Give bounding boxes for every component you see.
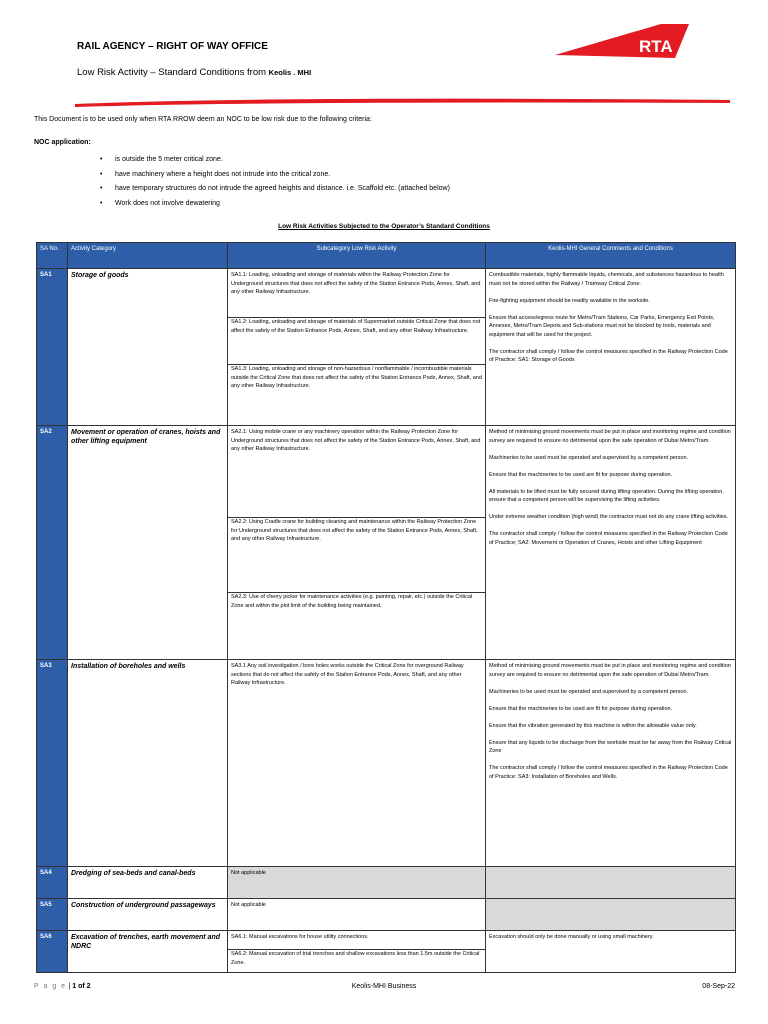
subcategory-item: SA1.2: Loading, unloading and storage of materials of Supermarket outside Critical Zone that does not affect the safety of the Station Entrance Pods, Annex, Shaft, and any other Railway Infrastructure. <box>228 318 485 365</box>
criteria-text: is outside the 5 meter critical zone. <box>115 156 223 163</box>
rta-logo <box>555 22 690 62</box>
subcategory-cell <box>228 269 486 426</box>
table-row <box>37 931 736 973</box>
comments-cell <box>486 660 736 867</box>
sa-number: SA5 <box>37 899 68 931</box>
subcategory-item: SA1.3: Loading, unloading and storage of non-hazardous / nonflammable / incombustible materials outside the Critical Zone that does not affect the safety of the Station Entrance Pods, Annex, Shaft, and any other Railway Infrastructure. <box>231 366 482 389</box>
criteria-item <box>100 154 450 169</box>
subcategory-item: SA1.1: Loading, unloading and storage of materials within the Railway Protection Zone for Underground structures that does not affect the safety of the Station Entrance Pods, Annex, Shaft, and any other Railway Infrastructure. <box>228 271 485 318</box>
comment-paragraph: Under extreme weather condition (high wind) the contractor must not do any crane lifting activities. <box>489 514 729 520</box>
subcategory-cell <box>228 899 486 931</box>
org-title: RAIL AGENCY – RIGHT OF WAY OFFICE <box>77 41 268 52</box>
subcategory-cell <box>228 660 486 867</box>
sa-number: SA3 <box>37 660 68 867</box>
comment-paragraph: Excavation should only be done manually or using small machinery. <box>489 934 654 940</box>
footer-page-separator: | <box>68 983 71 990</box>
table-row <box>37 269 736 426</box>
sa-number: SA6 <box>37 931 68 973</box>
activity-category: Installation of boreholes and wells <box>68 660 228 867</box>
criteria-item <box>100 183 450 198</box>
subcategory-cell <box>228 931 486 973</box>
table-body <box>37 269 736 973</box>
comment-paragraph: Method of minimising ground movements must be put in place and monitoring regime and condition survey are required to ensure no detrimental upon the safe operation of Dubai Metro/Tram. <box>489 429 731 444</box>
bullet-icon: • <box>100 170 103 178</box>
comment-paragraph: The contractor shall comply / follow the control measures specified in the Railway Protection Code of Practice: SA1: Storage of Goods <box>489 348 728 363</box>
subcategory-item: SA2.3: Use of cherry picker for maintenance activities (e.g. painting, repair, etc.) outside the Critical Zone and within the plot limit of the building being maintained. <box>231 594 473 609</box>
footer-page-label: P a g e <box>34 983 67 990</box>
subcategory-cell <box>228 426 486 660</box>
table-row <box>37 899 736 931</box>
sa-number: SA1 <box>37 269 68 426</box>
comment-paragraph: Machineries to be used must be operated and supervised by a competent person. <box>489 454 689 461</box>
comments-cell <box>486 867 736 899</box>
header-swoosh-divider <box>75 92 730 108</box>
criteria-item <box>100 198 450 213</box>
criteria-list <box>100 154 450 212</box>
comment-paragraph: Method of minimising ground movements must be put in place and monitoring regime and condition survey are required to ensure no detrimental upon the safe operation of Dubai Metro/Tram. <box>489 663 731 678</box>
comment-paragraph: Fire-fighting equipment should be readily available in the worksite. <box>489 297 650 304</box>
subtitle-text: Low Risk Activity – Standard Conditions from <box>77 67 267 78</box>
criteria-text: have machinery where a height does not intrude into the critical zone. <box>115 170 331 178</box>
table-caption: Low Risk Activities Subjected to the Operator’s Standard Conditions <box>278 223 490 230</box>
subcategory-item: SA2.1: Using mobile crane or any machinery operation within the Railway Protection Zone for Underground structures that does not affect the safety of the Station Entrance Pods, Annex, Shaft, and any other Railway Infrastructure. <box>228 428 485 518</box>
table-row <box>37 867 736 899</box>
header-sa-no: SA No. <box>37 243 68 269</box>
criteria-text: Work does not involve dewatering <box>115 199 220 207</box>
bullet-icon: • <box>100 185 103 192</box>
comments-cell <box>486 899 736 931</box>
activity-category: Excavation of trenches, earth movement and NDRC <box>68 931 228 973</box>
bullet-icon: • <box>100 199 103 207</box>
table-row <box>37 660 736 867</box>
comment-paragraph: Combustible materials, highly flammable liquids, chemicals, and substances hazardous to health must not be stored within the Railway / Tramway Critical Zone. <box>489 272 724 287</box>
subcategory-item: SA6.1: Manual excavations for house utility connections. <box>228 933 485 950</box>
comment-paragraph: Machineries to be used must be operated and supervised by a competent person. <box>489 688 689 695</box>
footer-page-number: 1 of 2 <box>72 983 91 990</box>
activity-category: Construction of underground passageways <box>68 899 228 931</box>
comments-cell <box>486 269 736 426</box>
comment-paragraph: All materials to be lifted must be fully secured during lifting operation. During the lifting operation, ensure that a competent person will be supervising the lifting activities. <box>489 488 724 503</box>
footer-classification: Keolis-MHI Business <box>351 983 417 990</box>
footer-date: 08-Sep-22 <box>702 983 735 990</box>
comment-paragraph: Ensure that the vibration generated by this machine is within the allowable value only. <box>489 722 697 729</box>
activity-category: Movement or operation of cranes, hoists and other lifting equipment <box>68 426 228 660</box>
header-subcategory: Subcategory Low Risk Activity <box>228 243 486 269</box>
criteria-text: have temporary structures do not intrude the agreed heights and distance. i.e. Scaffold etc. (attached below) <box>115 185 450 192</box>
subcategory-item: Not applicable <box>231 902 266 908</box>
table-header-row <box>37 243 736 269</box>
subcategory-item: SA6.2: Manual excavation of trial trenches and shallow excavations less than 1.5m outside the Critical Zone. <box>231 951 480 966</box>
document-subtitle <box>77 67 311 78</box>
comment-paragraph: The contractor shall comply / follow the control measures specified in the Railway Protection Code of Practice; SA2: Movement or Operation of Cranes, Hoists and other Lifting Equipment <box>489 531 728 546</box>
table-row <box>37 426 736 660</box>
subcategory-item: Not applicable <box>231 870 266 876</box>
comment-paragraph: Ensure that the machineries to be used are fit for purpose during operation. <box>489 705 673 712</box>
subcategory-item: SA2.2: Using Cradle crane for building cleaning and maintenance within the Railway Protection Zone for Underground structures that does not affect the safety of the Station Entrance Pods, Annex, Shaft, and any other Railway Infrastructure. <box>228 518 485 593</box>
activity-category: Dredging of sea-beds and canal-beds <box>68 867 228 899</box>
subcategory-cell <box>228 867 486 899</box>
comment-paragraph: The contractor shall comply / follow the control measures specified in the Railway Protection Code of Practice: SA3: Installation of Boreholes and Wells. <box>489 765 728 780</box>
comments-cell <box>486 931 736 973</box>
bullet-icon: • <box>100 156 103 163</box>
header-comments: Keolis-MHI General Comments and Conditions <box>486 243 736 269</box>
standard-conditions-table <box>36 242 736 973</box>
sa-number: SA2 <box>37 426 68 660</box>
subtitle-company: Keolis . MHI <box>268 68 312 77</box>
comment-paragraph: Ensure that access/egress route for Metro/Tram Stations, Car Parks, Emergency Exit Points, Annexes, Metro/Tram Depots and Sub-stations must not be blocked by tools, materials and equipment that will be used for the project. <box>489 314 715 338</box>
logo-text: RTA <box>639 37 673 56</box>
comment-paragraph: Ensure that any liquids to be discharge from the worksite must be far away from the Railway Critical Zone <box>489 739 732 754</box>
sa-number: SA4 <box>37 867 68 899</box>
header-activity-category: Activity Category <box>68 243 228 269</box>
comments-cell <box>486 426 736 660</box>
criteria-item <box>100 169 450 184</box>
comment-paragraph: Ensure that the machineries to be used are fit for purpose during operation. <box>489 471 673 478</box>
subcategory-item: SA3.1 Any soil investigation / bore holes works outside the Critical Zone for overground Railway sections that do not affect the safety of the Station Entrance Pods, Annex, Shaft, and any other Railway Infrastructure. <box>231 663 464 686</box>
intro-text: This Document is to be used only when RTA RROW deem an NOC to be low risk due to the following criteria: <box>34 116 372 123</box>
activity-category: Storage of goods <box>68 269 228 426</box>
noc-label: NOC application: <box>34 139 91 146</box>
